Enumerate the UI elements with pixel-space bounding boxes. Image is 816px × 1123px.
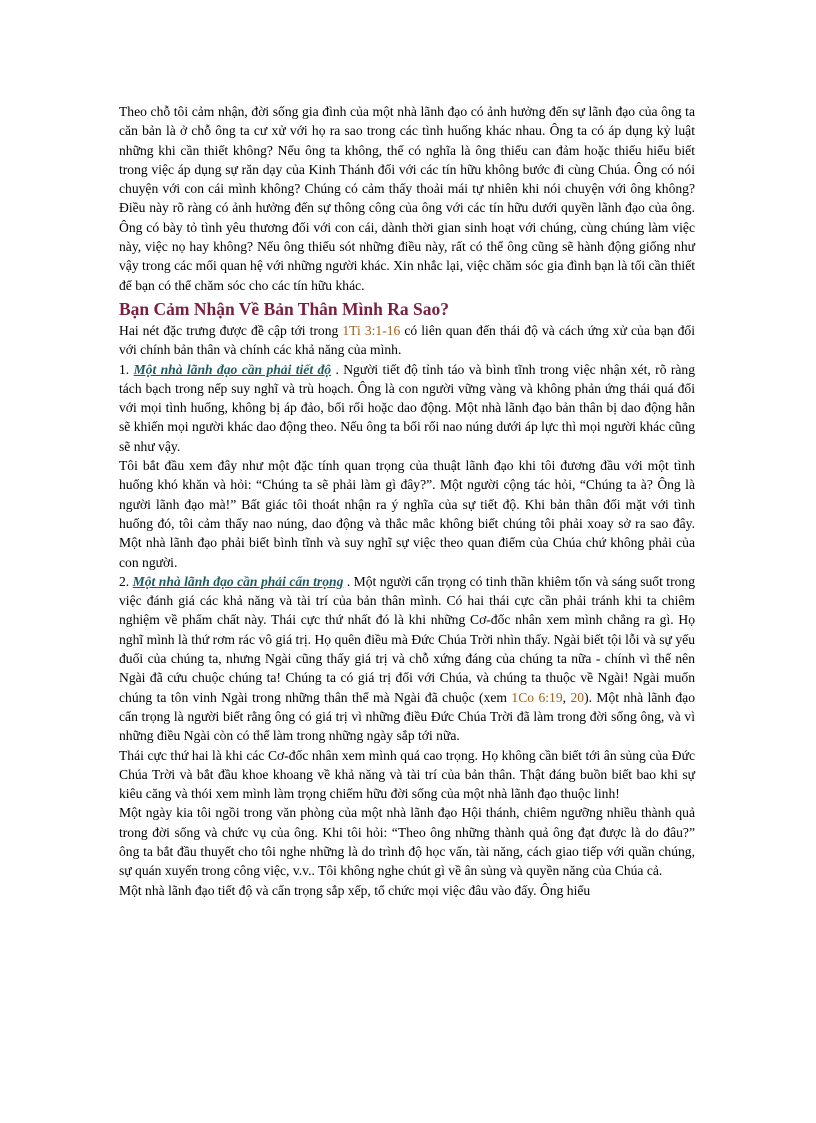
paragraph-story-2: Một ngày kia tôi ngồi trong văn phòng của một nhà lãnh đạo Hội thánh, chiêm ngưỡng nhiều thành quả trong đời sống và chức vụ của ông. Khi tôi hỏi: “Theo ông những thành quả ông đạt được là do đâu?” ông ta bắt đầu thuyết cho tôi nghe những là do trình độ học vấn, tài năng, cách giao tiếp với quần chúng, sự quán xuyến trong công việc, v.v.. Tôi không nghe chút gì về ân sủng và quyền năng của Chúa cả. [119,805,695,879]
paragraph-story-1: Tôi bắt đầu xem đây như một đặc tính quan trọng của thuật lãnh đạo khi tôi đương đầu với một tình huống khó khăn và hỏi: “Chúng ta sẽ phải làm gì đây?”. Một người cộng tác hỏi, “Chúng ta à? Ông là người lãnh đạo mà!” Bất giác tôi thoát nhận ra ý nghĩa của sự tiết độ. Khi bản thân đối mặt với tình huống đó, tôi cảm thấy nao núng, dao động và thắc mắc không biết chúng tôi phải xoay sở ra sao đây. Một nhà lãnh đạo phải biết bình tĩnh và suy nghĩ sự việc theo quan điểm của Chúa chứ không phải của con người. [119,458,695,570]
item-number-1: 1. [119,361,134,377]
intro-text: Hai nét đặc trưng được đề cập tới trong [119,322,343,338]
paragraph-family-life: Theo chỗ tôi cảm nhận, đời sống gia đình của một nhà lãnh đạo có ảnh hưởng đến sự lãnh đạo của ông ta căn bản là ở chỗ ông ta cư xử với họ ra sao trong các tình huống khác nhau. Ông ta có áp dụng kỷ luật những khi cần thiết không? Nếu ông ta không, thế có nghĩa là ông thiếu can đảm hoặc thiếu hiểu biết trong việc áp dụng sự răn dạy của Kinh Thánh đối với các tín hữu không bước đi cùng Chúa. Ông có nói chuyện với con cái mình không? Chúng có cảm thấy thoải mái tự nhiên khi nói chuyện với ông không? Điều này rõ ràng có ảnh hưởng đến sự thông công của ông với các tín hữu dưới quyền lãnh đạo của ông. Ông có bày tỏ tình yêu thương đối với con cái, dành thời gian sinh hoạt với chúng, cùng chúng làm việc này, việc nọ hay không? Nếu ông thiếu sót những điều này, rất có thể ông cũng sẽ hành động giống như vậy trong các mối quan hệ với những người khác. Xin nhắc lại, việc chăm sóc gia đình bạn là tối cần thiết để bạn có thể chăm sóc cho các tín hữu khác. [119,104,695,293]
document-body [119,102,695,900]
intro-text-end: có liên quan đến thái độ và cách ứng xử của bạn đối với chính bản thân và chính các khả năng của mình. [119,322,695,358]
scripture-link-1co-6-19[interactable]: 1Co 6:19 [511,689,563,705]
paragraph-closing: Một nhà lãnh đạo tiết độ và cẩn trọng sắp xếp, tổ chức mọi việc đâu vào đấy. Ông hiểu [119,882,591,898]
sub-heading-prudent: Một nhà lãnh đạo cần phải cẩn trọng [132,573,344,589]
scripture-link-1ti[interactable]: 1Ti 3:1-16 [342,322,401,338]
ref-separator: , [562,689,571,705]
prudent-text: . Một người cẩn trọng có tinh thần khiêm tốn và sáng suốt trong việc đánh giá các khả năng và tài trí của bản thân mình. Có hai thái cực cần phải tránh khi ta chiêm nghiệm về phẩm chất này. Thái cực thứ nhất đó là khi những Cơ-đốc nhân xem mình chẳng ra gì. Họ nghĩ mình là thứ rơm rác vô giá trị. Họ quên điều mà Đức Chúa Trời nhìn thấy. Ngài biết tội lỗi và sự yếu đuối của chúng ta, nhưng Ngài cũng thấy giá trị và chỗ xứng đáng của chúng ta nữa - chính vì thế nên Ngài đã cứu chuộc chúng ta! Chúng ta có giá trị đối với Chúa, và chúng ta thuộc về Ngài! Ngài muốn chúng ta tôn vinh Ngài trong những thân thể mà Ngài đã chuộc (xem [119,573,695,705]
item-number-2: 2. [119,573,133,589]
paragraph-prudent [119,572,695,746]
prudent-text-end: ). Một nhà lãnh đạo cẩn trọng là người biết rằng ông có giá trị vì những điều Đức Chúa Trời đã làm trong đời sống ông, và vì những điều Ngài còn có thể làm trong những ngày sắp tới nữa. [119,689,695,744]
paragraph-intro [119,321,695,360]
scripture-link-20[interactable]: 20 [570,689,585,705]
sub-heading-temperate: Một nhà lãnh đạo cần phải tiết độ [133,361,332,377]
paragraph-temperate [119,360,695,456]
section-heading: Bạn Cảm Nhận Về Bản Thân Mình Ra Sao? [119,298,450,319]
temperate-text: . Người tiết độ tỉnh táo và bình tĩnh trong việc nhận xét, rõ ràng tách bạch trong nếp suy nghĩ và trù hoạch. Ông là con người vững vàng và không phản ứng thái quá đối với mọi tình huống, không bị áp đảo, bối rối hoặc dao động. Một nhà lãnh đạo bản thân bị dao động hẳn sẽ khiến mọi người khác dao động theo. Nếu ông ta bối rối nao núng dưới áp lực thì mọi người khác cũng sẽ như vậy. [119,361,696,454]
paragraph-second-extreme: Thái cực thứ hai là khi các Cơ-đốc nhân xem mình quá cao trọng. Họ không cần biết tới ân sủng của Đức Chúa Trời và bắt đầu khoe khoang về khả năng và tài trí của bản thân. Thật đáng buồn biết bao khi sự kiêu căng và thói xem mình làm trọng chiếm hữu đời sống của một nhà lãnh đạo thuộc linh! [119,747,695,802]
